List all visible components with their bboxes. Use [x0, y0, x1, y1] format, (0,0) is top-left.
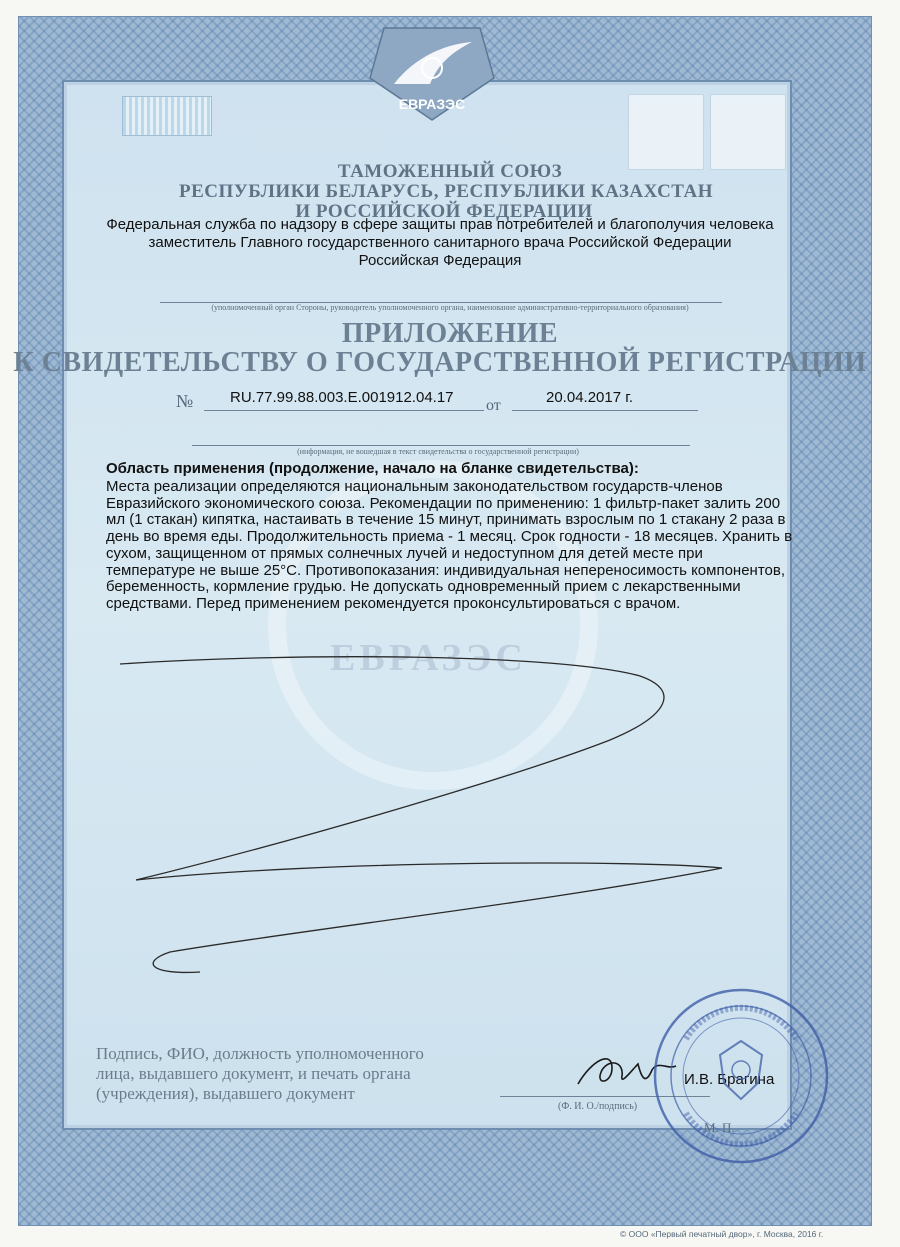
scope-line: средствами. Перед применением рекомендуется проконсультироваться с врачом. — [106, 594, 681, 612]
watermark-text: ЕВРАЗЭС — [330, 637, 527, 679]
info-caption: (информация, не вошедшая в текст свидетельства о государственной регистрации) — [297, 447, 579, 456]
title-line-2: К СВИДЕТЕЛЬСТВУ О ГОСУДАРСТВЕННОЙ РЕГИСТРАЦИИ — [13, 347, 867, 378]
signature-caption-line: (учреждения), выдавшего документ — [96, 1084, 355, 1103]
official-seal-stamp — [650, 985, 832, 1167]
number-label: № — [176, 391, 194, 411]
scope-line: Места реализации определяются национальным законодательством государств-членов — [106, 478, 723, 495]
scope-line: беременность, кормление грудью. Не допускать одновременный прием с лекарственными — [106, 578, 741, 596]
signature-caption — [96, 1044, 480, 1104]
mp-label: М. П. — [704, 1120, 735, 1135]
union-line-3: И РОССИЙСКОЙ ФЕДЕРАЦИИ — [295, 201, 593, 222]
authority-line-2: заместитель Главного государственного санитарного врача Российской Федерации — [148, 234, 732, 251]
scope-line: сухом, защищенном от прямых солнечных лучей и недоступном для детей месте при — [106, 544, 703, 562]
signature-caption-line: лица, выдавшего документ, и печать органа — [96, 1064, 411, 1083]
union-line-2: РЕСПУБЛИКИ БЕЛАРУСЬ, РЕСПУБЛИКИ КАЗАХСТАН — [178, 181, 714, 202]
scope-line: температуре не выше 25°С. Противопоказания: индивидуальная непереносимость компонентов, — [106, 561, 786, 579]
signature-caption-line: Подпись, ФИО, должность уполномоченного — [96, 1044, 424, 1063]
authority-caption: (уполномоченный орган Стороны, руководитель уполномоченного органа, наименование административно-территориального образования) — [211, 303, 689, 312]
emblem-text: ЕВРАЗЭС — [398, 96, 466, 112]
date-label: от — [486, 397, 501, 414]
scope-title: Область применения (продолжение, начало на бланке свидетельства): — [106, 460, 639, 477]
authority-line-1: Федеральная служба по надзору в сфере защиты прав потребителей и благополучия человека — [106, 216, 774, 233]
title-line-1: ПРИЛОЖЕНИЕ — [341, 318, 559, 349]
printer-credit: © ООО «Первый печатный двор», г. Москва, 2016 г. — [620, 1229, 824, 1239]
authority-line-3: Российская Федерация — [358, 252, 522, 269]
registration-number: RU.77.99.88.003.E.001912.04.17 — [230, 389, 454, 406]
union-line-1: ТАМОЖЕННЫЙ СОЮЗ — [337, 161, 563, 182]
scope-line: Евразийского экономического союза. Рекомендации по применению: 1 фильтр-пакет залить 200 — [106, 494, 781, 512]
fio-caption: (Ф. И. О./подпись) — [558, 1101, 638, 1112]
scope-line: день во время еды. Продолжительность приема - 1 месяц. Срок годности - 18 месяцев. Хранить в — [106, 528, 793, 546]
signer-name: И.В. Брагина — [684, 1071, 775, 1088]
registration-date: 20.04.2017 г. — [546, 389, 634, 406]
scope-line: мл (1 стакан) кипятка, настаивать в течение 15 минут, принимать взрослым по 1 стакану 2 раза в — [106, 511, 786, 529]
